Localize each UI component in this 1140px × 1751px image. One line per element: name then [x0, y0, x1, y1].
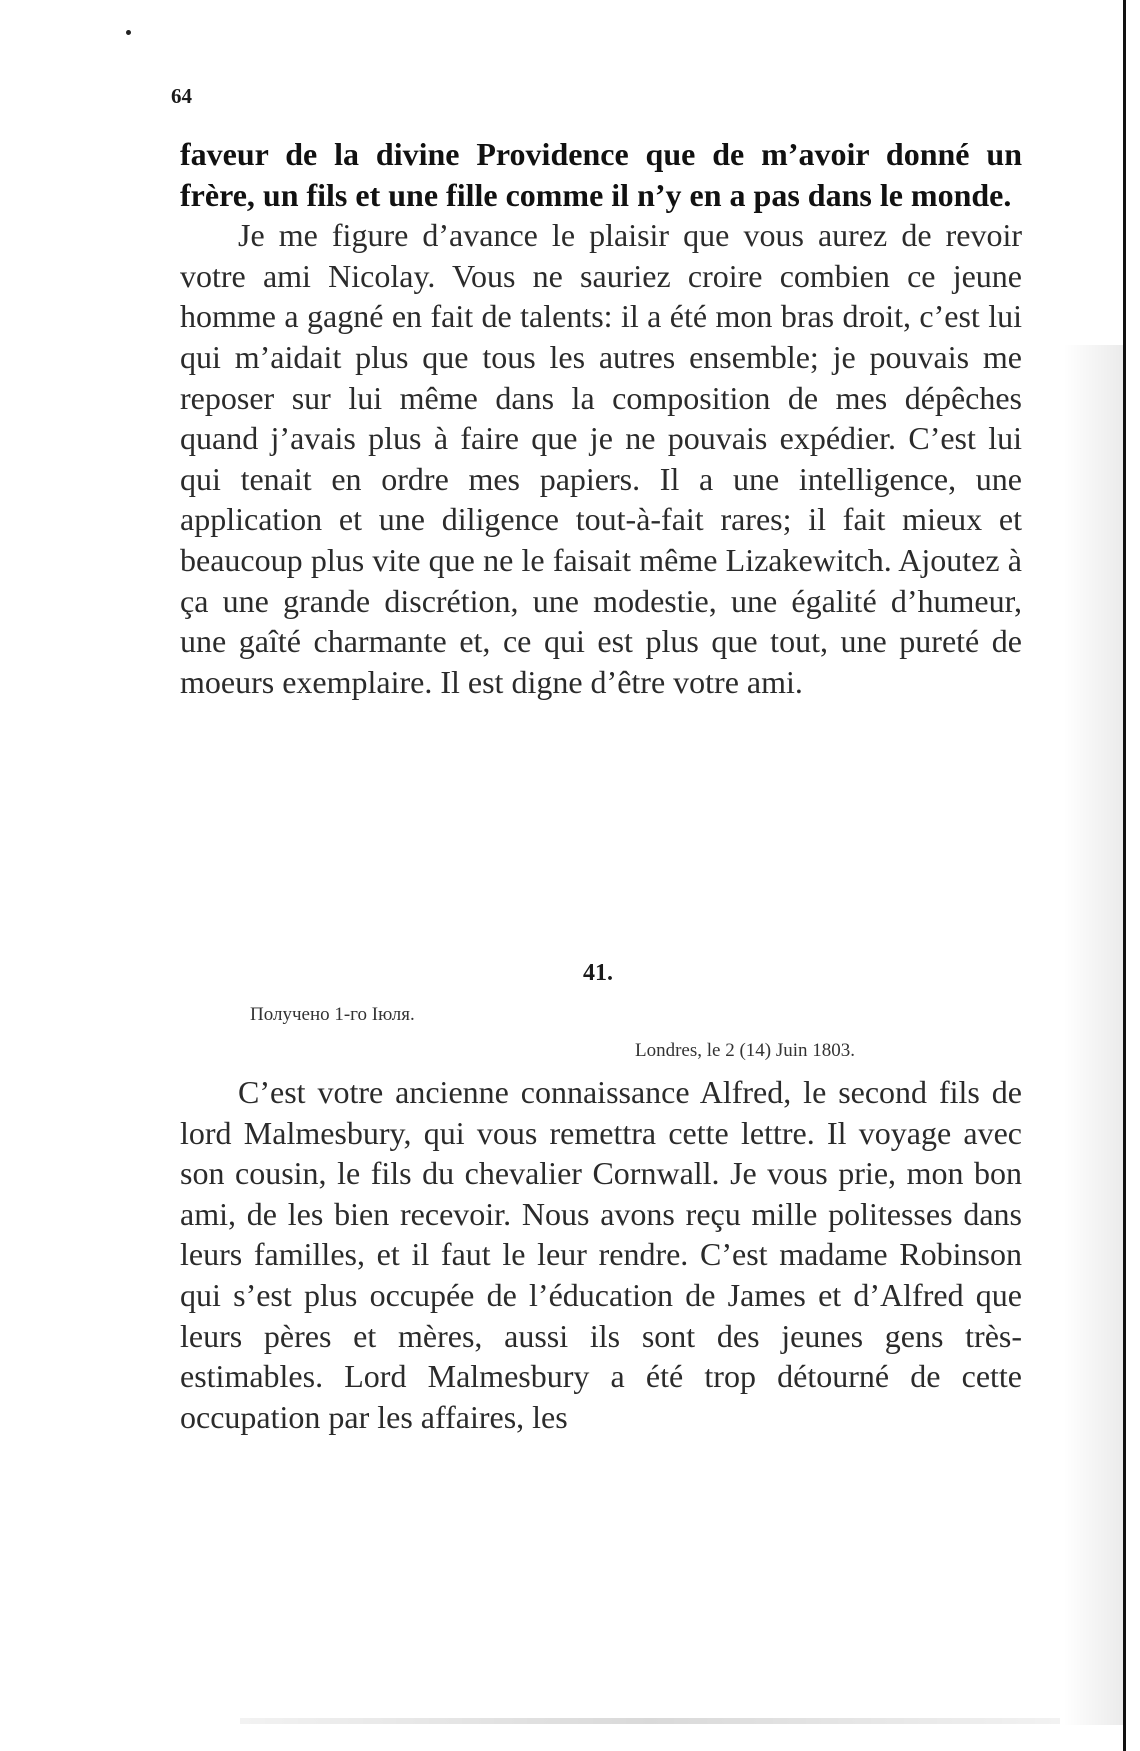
- page-number: 64: [171, 84, 192, 108]
- scan-bottom-smudge: [240, 1718, 1060, 1724]
- paragraph-alfred: C’est votre ancienne connaissance Alfred, le second fils de lord Malmesbury, qui vous remettra cette lettre. Il voyage avec son cousin, le fils du chevalier Cornwall. Je vous prie, mon bon ami, de les bien recevoir. Nous avons reçu mille politesses dans leurs familles, et il faut le leur rendre. C’est madame Robinson qui s’est plus occupée de l’éducation de James et d’Alfred que leurs pères et mères, aussi ils sont des jeunes gens très-estimables. Lord Malmesbury a été trop détourné de cette occupation par les affaires, les: [180, 1074, 1022, 1435]
- scan-shadow: [1063, 345, 1123, 1725]
- letter-40-continuation: [180, 134, 1022, 702]
- paragraph-nicolay: Je me figure d’avance le plaisir que vous aurez de revoir votre ami Nicolay. Vous ne sauriez croire combien ce jeune homme a gagné en fait de talents: il a été mon bras droit, c’est lui qui m’aidait plus que tous les autres ensemble; je pouvais me reposer sur lui même dans la composition de mes dépêches quand j’avais plus à faire que je ne pouvais expédier. C’est lui qui tenait en ordre mes papiers. Il a une intelligence, une application et une diligence tout-à-fait rares; il fait mieux et beaucoup plus vite que ne le faisait même Lizakewitch. Ajoutez à ça une grande discrétion, une modestie, une égalité d’humeur, une gaîté charmante et, ce qui est plus que tout, une pureté de moeurs exemplaire. Il est digne d’être votre ami.: [180, 217, 1022, 700]
- letter-place-date: Londres, le 2 (14) Juin 1803.: [635, 1040, 856, 1061]
- scan-speck: [126, 30, 131, 35]
- letter-number: 41.: [583, 960, 613, 986]
- paragraph-continuation: faveur de la divine Providence que de m’avoir donné un frère, un fils et une fille comme il n’y en a pas dans le monde.: [180, 136, 1022, 213]
- letter-41-body: [180, 1072, 1022, 1437]
- scan-page-edge: [1123, 0, 1126, 1751]
- received-note: Получено 1-го Іюля.: [250, 1004, 415, 1025]
